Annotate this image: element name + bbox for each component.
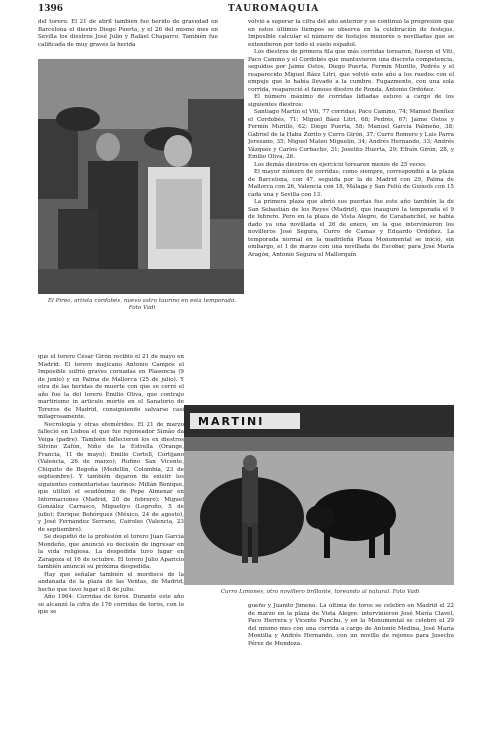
page-header xyxy=(38,4,458,18)
running-head: TAUROMAQUIA xyxy=(228,4,320,14)
photo-el-pireo-caption: El Pireo, artista cordobés, nuevo astro taurino en esta temporada. Foto Vadi xyxy=(47,298,237,311)
photo-curro-limones xyxy=(184,405,454,585)
left-column-text xyxy=(38,354,184,716)
paragraph: La primera plaza que abrió sus puertas fue este año también la de San Sebastián de los Reyes (Madrid), que inauguró la temporada el 9 de febrero. Pero en la plaza de Vista Alegre, de Carabanchel, se había dado ya una novillada el 26 de enero, en la que intervinieron los novilleros José Segura, Curro de Camas y Eduardo Ordóñez. La temporada normal en la madrileña Plaza Monumental se inició, sin embargo, el 1 de marzo con una novillada de Escobar, para José María Aragón, Antonio Segura el Mallorquín xyxy=(248,199,454,258)
paragraph: Necrología y otras efemérides. El 21 de marzo falleció en Lisboa el que fue rejoneador Simão da Veiga (padre). También fallecieron los ex diestros Silvino Zafón, Niño de la Estrella (Orange, Francia, 11 de mayo); Emilio Cortell, Cortijano (Valencia, 26 de marzo); Rufino San Vicente, Chiquito de Begoña (Medellín, Colombia, 23 de septiembre). Y también dejaron de existir los siguientes comentaristas taurinos: Millán Bonique, que utilizó el seudónimo de Pepe Almenar en Informaciones (Madrid, 20 de febrero); Miguel González Carrasco, Migueliyo (Logroño, 5 de julio); Enrique Bohórquez (México, 24 de agosto), y José Fernández Serrano, Cairoles (Valencia, 23 de septiembre). xyxy=(38,421,184,533)
paragraph: Año 1964: Corridas de toros. Durante este año se alcanzó la cifra de 176 corridas de toros, con lo que se xyxy=(38,594,184,615)
paragraph: volvió a superar la cifra del año anterior y se continuó la progresión que en estos últimos tiempos se observa en la celebración de festejos. Imposible calcular el número de festejos menores o novilladas que se extendieron por todo el suelo español. xyxy=(248,19,454,48)
arena-banner-text: MARTINI xyxy=(198,415,265,428)
right-column-bottom-text xyxy=(248,603,454,713)
photo-el-pireo xyxy=(38,59,244,294)
paragraph: Los demás diestros en ejercicio torearon menos de 25 veces. xyxy=(254,161,427,168)
left-column-top-text xyxy=(38,19,218,55)
paragraph: que el torero César Girón recibió el 21 de mayo en Madrid. El torero mejicano Antonio Campos el Imposible sufrió graves cornadas en Plasencia (9 de junio) y en Palma de Mallorca (25 de julio). Y otra de las heridas de muerte con que se cerró el año fue la del torero Emilio Oliva, que contrajo martirismo in articulo mortis en el Sanatorio de Toreros de Madrid, consiguiendo salvarse casi milagrosamente. xyxy=(38,354,184,420)
page-number: 1396 xyxy=(38,4,64,14)
paragraph: del torero. El 21 de abril también fue herido de gravedad en Barcelona el diestro Diego Puerta, y el 26 del mismo mes en Sevilla los diestros José Julio y Rafael Chaparro. También fue calificada de muy graves la herida xyxy=(38,19,218,48)
paragraph: Santiago Martín el Viti, 77 corridas; Paco Camino, 74; Manuel Benítez el Cordobés, 71; Miguel Báez Litri, 68; Pedrés, 67; Jaime Ostos y Fermín Murillo, 62; Diego Puerta, 58; Manuel García Palmeño, 38; Gabriel de la Haba Zurito y Curro Girón, 37; Curro Romero y Luis Parra Jerezano, 35; Miguel Mateo Miguelín, 34; Andrés Hernando, 33; Andrés Vázquez y Carlos Corbacho, 31; Joselito Huerta, 29; Efraín Girón, 28, y Emilio Oliva, 26. xyxy=(248,109,454,160)
paragraph: gueño y Juanito Jimeno. La última de toros se celebró en Madrid el 22 de marzo en la plaza de Vista Alegre: intervinieron José María Clavel, Paco Herrera y Vicente Punchu, y en la Monumental se celebró el 29 del mismo mes con una corrida a cargo de Antonio Medina, José María Montilla y Andrés Hernando, con un novillo de rejones para Josechu Pérez de Mendoza. xyxy=(248,603,454,647)
paragraph: El número máximo de corridas lidiadas estuvo a cargo de los siguientes diestros: xyxy=(248,94,454,108)
photo-el-pireo-image xyxy=(38,59,244,294)
paragraph: Los diestros de primera fila que más corridas torearon, fueron el Viti, Paco Camino y el Cordobés que mantuvieron una discreta competencia, seguidos por Jaime Ostos, Diego Puerta, Fermín Murillo, Pedrés y el reaparecido Miguel Báez Litri, que volvió este año a los ruedos con el empuje que le había llevado a la cumbre. Fugazmente, con una sola corrida, reapareció el famoso diestro de Ronda, Antonio Ordóñez. xyxy=(248,49,454,93)
photo-curro-limones-image xyxy=(184,405,454,585)
photo-curro-limones-caption: Curro Limones, otro novillero brillante, toreando al natural. Foto Vadi xyxy=(220,589,420,595)
paragraph: Hay que señalar también el mordisco de la andanada de la plaza de las Ventas, de Madrid, hecho que tuvo lugar el 8 de julio. xyxy=(38,571,184,593)
paragraph: El mayor número de corridas, como siempre, correspondió a la plaza de Barcelona, con 47, seguida por la de Madrid con 29, Palma de Mallorca con 26, Valencia con 18, Málaga y San Feliú de Guíxols con 15 cada una y Sevilla con 13. xyxy=(248,169,454,198)
paragraph: Se despidió de la profesión el torero Juan García Mondeño, que anunció su decisión de ingresar en la vida religiosa. La despedida tuvo lugar en Zaragoza el 16 de octubre. El torero Julio Aparicio también anunció su próxima despedida. xyxy=(38,534,184,570)
right-column-text xyxy=(248,19,454,403)
